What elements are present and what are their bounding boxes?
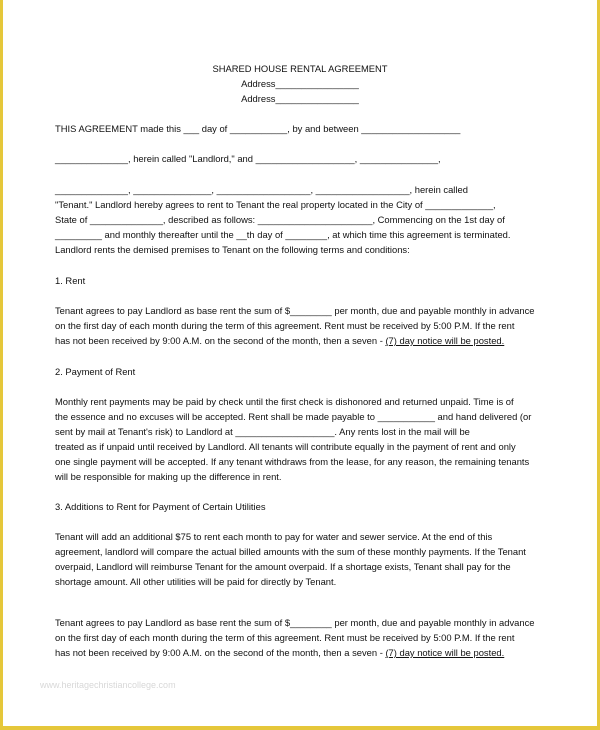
section-1-heading: 1. Rent — [55, 275, 86, 286]
section-2-line-1: Monthly rent payments may be paid by check until the first check is dishonored and returned unpaid. Time is of — [55, 396, 514, 407]
intro-line-7: Landlord rents the demised premises to Tenant on the following terms and conditions: — [55, 244, 410, 255]
section-2-line-4: treated as if unpaid until received by Landlord. All tenants will contribute equally in the payment of rent and only — [55, 441, 516, 452]
document-title: SHARED HOUSE RENTAL AGREEMENT — [212, 63, 388, 74]
address-line-2: Address________________ — [241, 93, 359, 104]
intro-line-5: State of ______________, described as follows: ______________________, Commencing on the 1st day of — [55, 214, 505, 225]
address-line-1: Address________________ — [241, 78, 359, 89]
repeat-notice-underlined: (7) day notice will be posted. — [385, 647, 505, 658]
section-2-line-6: will be responsible for making up the difference in rent. — [55, 471, 282, 482]
repeat-line-2: on the first day of each month during the term of this agreement. Rent must be received by 5:00 P.M. If the rent — [55, 632, 515, 643]
intro-line-2: ______________, herein called "Landlord," and ___________________, _______________, — [55, 153, 441, 164]
section-1-line-3-text: has not been received by 9:00 A.M. on the second of the month, then a seven - — [55, 335, 386, 346]
intro-line-6: _________ and monthly thereafter until the __th day of ________, at which time this agreement is terminated. — [55, 229, 511, 240]
section-3-line-1: Tenant will add an additional $75 to rent each month to pay for water and sewer service. At the end of this — [55, 531, 493, 542]
section-2-line-3: sent by mail at Tenant's risk) to Landlord at ___________________. Any rents lost in the mail will be — [55, 426, 470, 437]
section-3-line-3: overpaid, Landlord will reimburse Tenant for the amount overpaid. If a shortage exists, Tenant shall pay for the — [55, 561, 511, 572]
intro-line-3: ______________, _______________, __________________, __________________, herein called — [55, 184, 468, 195]
section-2-heading: 2. Payment of Rent — [55, 366, 136, 377]
section-3-heading: 3. Additions to Rent for Payment of Certain Utilities — [55, 501, 266, 512]
repeat-line-1: Tenant agrees to pay Landlord as base rent the sum of $________ per month, due and payable monthly in advance — [55, 617, 535, 628]
section-3-line-4: shortage amount. All other utilities will be paid for directly by Tenant. — [55, 576, 337, 587]
watermark-text: www.heritagechristiancollege.com — [40, 680, 176, 690]
section-1-line-3 — [55, 335, 555, 347]
intro-line-4: "Tenant." Landlord hereby agrees to rent to Tenant the real property located in the City of _____________, — [55, 199, 496, 210]
section-1-line-2: on the first day of each month during the term of this agreement. Rent must be received by 5:00 P.M. If the rent — [55, 320, 515, 331]
repeat-line-3-text: has not been received by 9:00 A.M. on the second of the month, then a seven - — [55, 647, 386, 658]
section-2-line-2: the essence and no excuses will be accepted. Rent shall be made payable to ___________ and hand delivered (or — [55, 411, 532, 422]
intro-line-1: THIS AGREEMENT made this ___ day of ___________, by and between ___________________ — [55, 123, 461, 134]
repeat-line-3 — [55, 647, 555, 659]
section-1-notice-underlined: (7) day notice will be posted. — [385, 335, 505, 346]
section-2-line-5: one single payment will be accepted. If any tenant withdraws from the lease, for any reason, the remaining tenants — [55, 456, 530, 467]
section-1-line-1: Tenant agrees to pay Landlord as base rent the sum of $________ per month, due and payable monthly in advance — [55, 305, 535, 316]
section-3-line-2: agreement, landlord will compare the actual billed amounts with the sum of these monthly payments. If the Tenant — [55, 546, 526, 557]
